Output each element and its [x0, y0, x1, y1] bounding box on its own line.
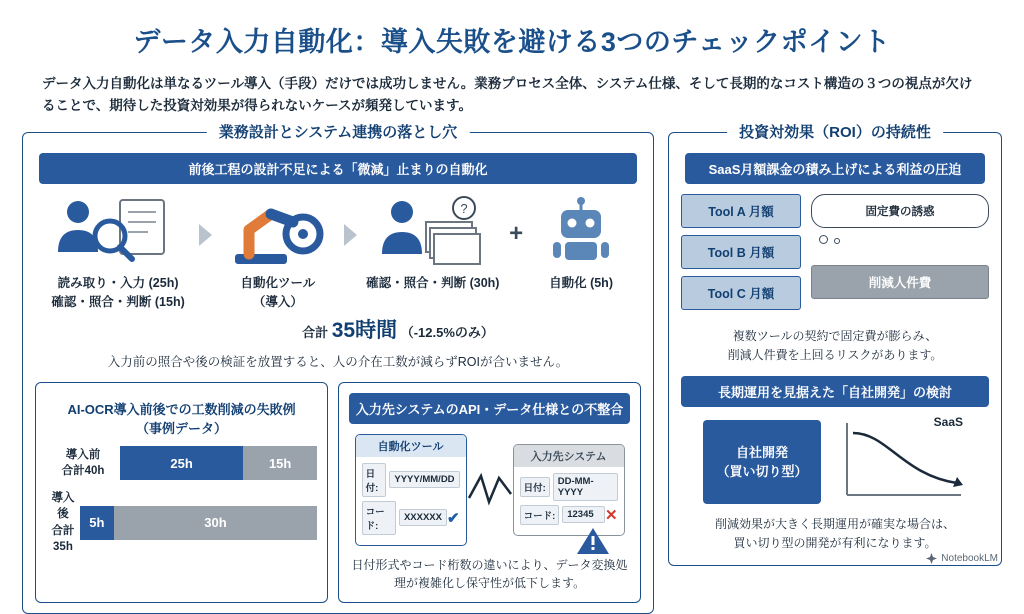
ocr-chart-title: AI-OCR導入前後での工数削減の失敗例 （事例データ） — [67, 401, 296, 436]
chart-row-after — [46, 490, 317, 554]
page-title: データ入力自動化：導入失敗を避ける3つのチェックポイント — [133, 27, 891, 57]
bubble-dot-large — [819, 235, 828, 244]
saas-cost-curve-graph — [837, 417, 967, 507]
process-note: 入力前の照合や後の検証を放置すると、人の介在工数が減らずROIが合いません。 — [107, 354, 569, 369]
mismatch-field-code-system: コード: 12345 ✕ — [520, 505, 618, 525]
panel-process-design — [22, 124, 654, 614]
mismatch-card-tool-head: 自動化ツール — [356, 435, 466, 457]
lower-boxes — [35, 382, 641, 603]
roi-cost-stack — [681, 194, 989, 317]
flow-step-3 — [361, 194, 506, 293]
curve-icon — [837, 417, 967, 507]
roi-right-side — [811, 194, 989, 299]
process-design-subhead: 前後工程の設計不足による「微減」止まりの自動化 — [39, 153, 637, 184]
footer-brand-label: NotebookLM — [941, 553, 998, 564]
tool-chip-list — [681, 194, 801, 317]
mismatch-field-date-system: 日付: DD-MM-YYYY — [520, 473, 618, 501]
mismatch-card-tool — [355, 434, 467, 546]
chart-seg-before-blue: 25h — [120, 446, 243, 480]
robot-icon — [527, 194, 635, 270]
footer-brand — [926, 553, 998, 564]
lede-paragraph: データ入力自動化は単なるツール導入（手段）だけでは成功しません。業務プロセス全体、システム仕様、そして長期的なコスト構造の３つの視点が欠けることで、期待した投資対効果が得られないケースが頻発しています。 — [42, 76, 973, 113]
close-icon: ✕ — [604, 506, 618, 524]
chart-row-after-label: 導入後 合計35h — [51, 492, 75, 553]
mismatch-field-code-tool: コード: XXXXXX ✔ — [362, 501, 460, 535]
inhouse-dev-head: 長期運用を見据えた「自社開発」の検討 — [681, 376, 989, 407]
chart-row-before-label: 導入前 合計40h — [61, 449, 105, 478]
tool-chip-c: Tool C 月額 — [681, 276, 801, 310]
api-mismatch-title: 入力先システムのAPI・データ仕様との不整合 — [349, 393, 630, 424]
content-columns — [22, 124, 1002, 614]
roi-note: 複数ツールの契約で固定費が膨らみ、 削減人件費を上回るリスクがあります。 — [727, 329, 943, 362]
person-magnifier-document-icon — [41, 194, 195, 270]
chart-row-after-track — [80, 506, 317, 540]
fixed-cost-bubble: 固定費の誘惑 — [811, 194, 989, 228]
saas-curve-label: SaaS — [933, 415, 963, 430]
tool-chip-b: Tool B 月額 — [681, 235, 801, 269]
api-mismatch-note: 日付形式やコード桁数の違いにより、データ変換処理が複雑化し保守性が低下します。 — [351, 557, 628, 590]
mismatch-card-system-head: 入力先システム — [514, 445, 624, 467]
panel-roi-title: 投資対効果（ROI）の持続性 — [727, 121, 943, 142]
person-documents-icon — [361, 194, 506, 270]
left-column — [22, 124, 654, 614]
chart-seg-after-blue: 5h — [80, 506, 114, 540]
flow-step-1-caption: 読み取り・入力 (25h) 確認・照合・判断 (15h) — [51, 276, 185, 309]
total-hours-line: 合計 35時間 （-12.5%のみ） — [302, 318, 494, 342]
inhouse-dev-block: 自社開発 （買い切り型） — [703, 420, 821, 504]
chart-row-before-track — [120, 446, 317, 480]
chart-seg-after-gray: 30h — [114, 506, 317, 540]
mismatch-card-system — [513, 444, 625, 536]
cut-labor-cost-chip: 削減人件費 — [811, 265, 989, 299]
flow-arrow-2-icon — [344, 224, 357, 246]
flow-step-3-caption: 確認・照合・判断 (30h) — [366, 276, 500, 291]
right-column — [668, 124, 1002, 614]
notebooklm-logo-icon — [926, 553, 937, 564]
process-flow — [35, 194, 641, 312]
svg-text:?: ? — [460, 201, 468, 217]
panel-api-mismatch — [338, 382, 641, 603]
robot-arm-gear-icon — [216, 194, 339, 270]
flow-step-4 — [527, 194, 635, 293]
check-icon: ✔ — [446, 509, 460, 527]
warning-icon — [576, 526, 610, 556]
panel-process-design-title: 業務設計とシステム連携の落とし穴 — [207, 121, 470, 142]
flow-plus-icon: + — [509, 220, 524, 248]
flow-step-2 — [216, 194, 339, 312]
flow-step-2-caption: 自動化ツール （導入） — [240, 276, 316, 309]
chart-row-before — [46, 446, 317, 480]
roi-subhead: SaaS月額課金の積み上げによる利益の圧迫 — [685, 153, 985, 184]
chart-seg-before-gray: 15h — [243, 446, 317, 480]
bubble-tail-dots — [811, 231, 989, 249]
zigzag-connector-icon — [467, 468, 513, 512]
mismatch-diagram — [349, 434, 630, 546]
flow-arrow-1-icon — [199, 224, 212, 246]
inhouse-dev-comparison — [681, 417, 989, 507]
tool-chip-a: Tool A 月額 — [681, 194, 801, 228]
inhouse-dev-note: 削減効果が大きく長期運用が確実な場合は、 買い切り型の開発が有利になります。 — [714, 517, 955, 550]
bubble-dot-small — [834, 238, 840, 244]
mismatch-field-date-tool: 日付: YYYY/MM/DD — [362, 463, 460, 497]
flow-step-1 — [41, 194, 195, 312]
flow-step-4-caption: 自動化 (5h) — [549, 276, 613, 291]
panel-roi — [668, 124, 1002, 565]
panel-ocr-chart — [35, 382, 328, 603]
